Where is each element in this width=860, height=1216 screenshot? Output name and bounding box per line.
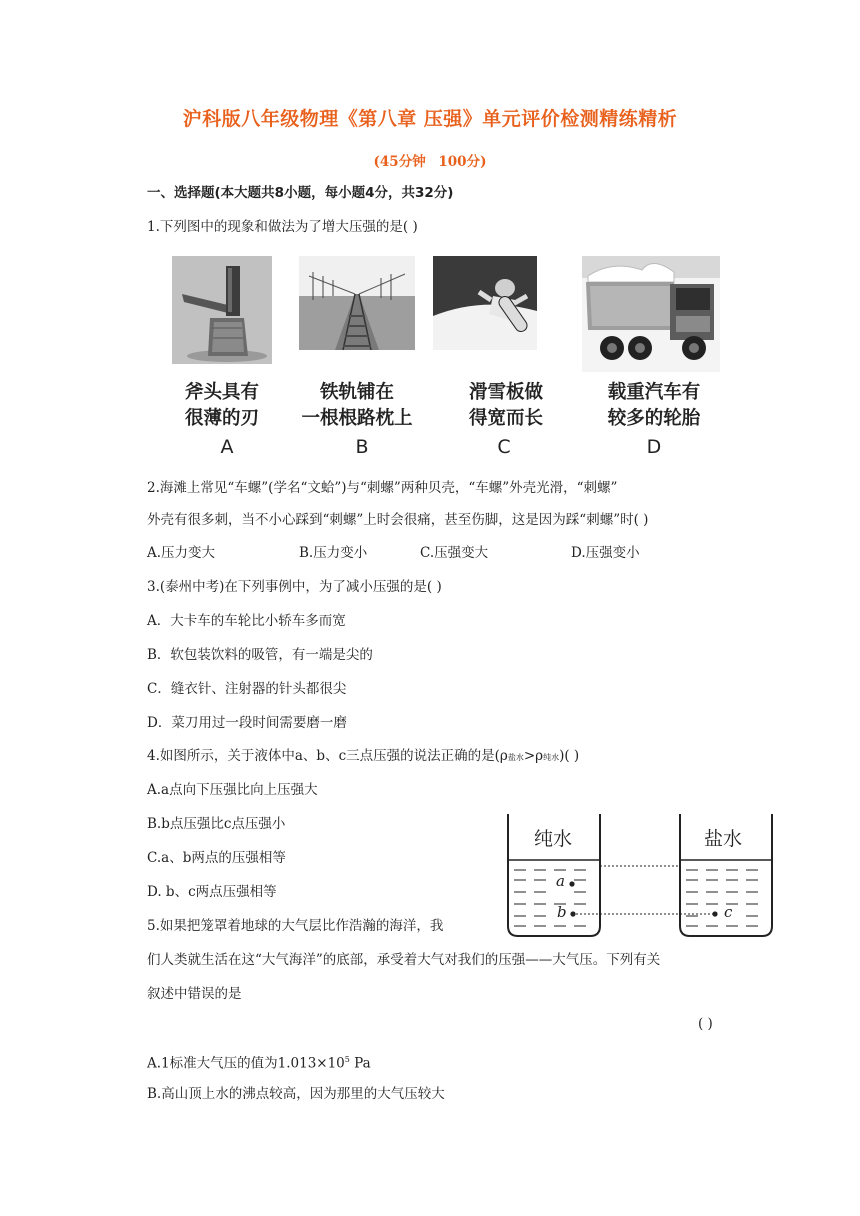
point-c-label: c <box>724 903 733 921</box>
question-4-stem <box>147 746 579 768</box>
caption-b-line1: 铁轨铺在 <box>319 382 394 403</box>
q5-option-a-text: A.1标准大气压的值为1.013×10 <box>147 1055 345 1072</box>
label-a: A <box>220 436 234 458</box>
caption-d-line1: 载重汽车有 <box>607 382 701 403</box>
pure-water-label: 纯水 <box>534 828 573 850</box>
axe-photo <box>172 256 272 364</box>
q4-stem-text: 4.如图所示，关于液体中a、b、c三点压强的说法正确的是(ρ <box>147 748 508 764</box>
time-and-score: (45分钟 100分) <box>373 154 487 170</box>
label-d: D <box>646 436 662 458</box>
question-5-line1: 5.如果把笼罩着地球的大气层比作浩瀚的海洋，我 <box>147 918 444 934</box>
snowboard-photo <box>433 256 537 350</box>
q4-subscript-pure: 纯水 <box>543 753 560 762</box>
q2-option-d: D.压强变小 <box>571 545 640 561</box>
caption-c-line1: 滑雪板做 <box>468 382 543 403</box>
q5-option-a-exponent: 5 <box>344 1055 350 1064</box>
q2-option-b: B.压力变小 <box>299 545 368 561</box>
question-3-stem: 3.(泰州中考)在下列事例中，为了减小压强的是( ) <box>147 579 442 595</box>
section-heading: 一、选择题(本大题共8小题，每小题4分，共32分) <box>147 185 454 201</box>
q5-option-b: B.高山顶上水的沸点较高，因为那里的大气压较大 <box>147 1086 445 1102</box>
q4-option-b: B.b点压强比c点压强小 <box>147 816 286 832</box>
question-5-line2: 们人类就生活在这“大气海洋”的底部，承受着大气对我们的压强——大气压。下列有关 <box>147 952 661 968</box>
q3-option-b: B．软包装饮料的吸管，有一端是尖的 <box>147 647 373 663</box>
question-5-line3: 叙述中错误的是 <box>147 986 242 1002</box>
q5-option-a-unit: Pa <box>349 1055 371 1072</box>
caption-a-line1: 斧头具有 <box>184 382 259 403</box>
caption-a-line2: 很薄的刃 <box>184 408 259 429</box>
caption-c <box>436 380 576 432</box>
salt-water-label: 盐水 <box>704 828 743 850</box>
question-2-line1: 2.海滩上常见“车螺”(学名“文蛤”)与“刺螺”两种贝壳，“车螺”外壳光滑，“刺螺” <box>147 480 618 496</box>
q3-option-a: A．大卡车的车轮比小轿车多而宽 <box>147 613 346 629</box>
question-2-line2: 外壳有很多刺，当不小心踩到“刺螺”上时会很痛，甚至伤脚，这是因为踩“刺螺”时( ) <box>147 512 649 528</box>
q2-option-a: A.压力变大 <box>147 545 216 561</box>
q4-stem-mid: >ρ <box>523 748 544 764</box>
q2-option-c: C.压强变大 <box>420 545 489 561</box>
question-5-answer-bracket: ( ) <box>698 1016 713 1032</box>
caption-d-line2: 较多的轮胎 <box>607 408 701 429</box>
caption-b-line2: 一根根路枕上 <box>301 408 413 429</box>
label-b: B <box>355 436 369 458</box>
question-1-stem: 1.下列图中的现象和做法为了增大压强的是( ) <box>147 219 418 235</box>
q5-option-a <box>147 1050 371 1074</box>
railway-photo <box>299 256 415 350</box>
q4-option-c: C.a、b两点的压强相等 <box>147 850 286 866</box>
q3-option-d: D．菜刀用过一段时间需要磨一磨 <box>147 715 347 731</box>
document-title: 沪科版八年级物理《第八章 压强》单元评价检测精练精析 <box>182 108 678 130</box>
label-c: C <box>497 436 511 458</box>
containers-figure <box>500 812 782 944</box>
point-a-label: a <box>556 872 565 890</box>
q4-stem-end: )( ) <box>559 748 580 764</box>
truck-photo <box>582 256 720 372</box>
q4-option-d: D. b、c两点压强相等 <box>147 884 277 900</box>
caption-c-line2: 得宽而长 <box>468 408 543 429</box>
q4-subscript-salt: 盐水 <box>507 753 524 762</box>
caption-d <box>584 380 724 432</box>
q3-option-c: C．缝衣针、注射器的针头都很尖 <box>147 681 347 697</box>
point-b-label: b <box>557 903 567 921</box>
q4-option-a: A.a点向下压强比向上压强大 <box>147 782 318 798</box>
caption-a <box>152 380 292 432</box>
caption-b <box>292 380 422 432</box>
